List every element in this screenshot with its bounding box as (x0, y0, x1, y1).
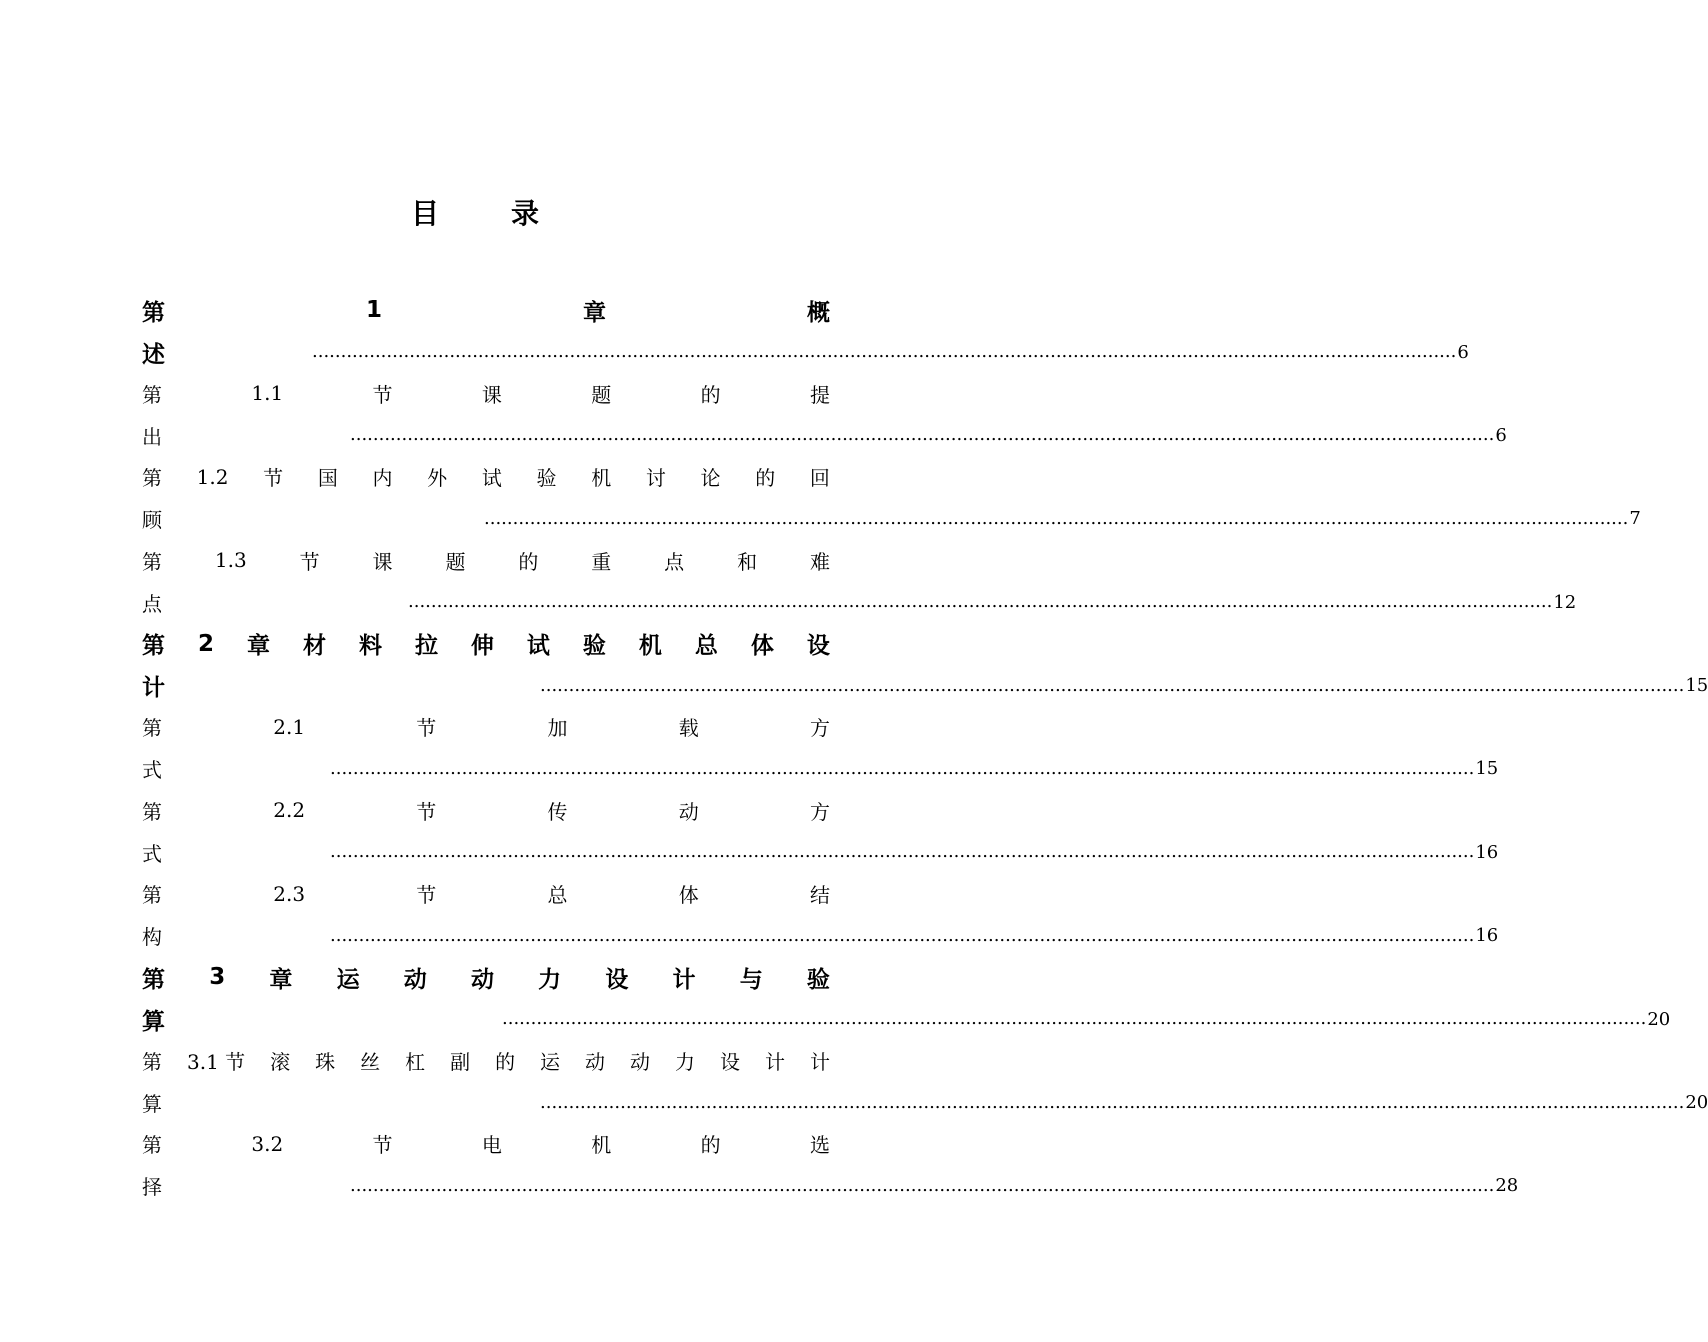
toc-heading-token: 课 (372, 549, 393, 574)
toc-heading-last-char: 顾 (142, 508, 162, 533)
toc-heading-token: 动 (678, 799, 699, 824)
toc-entry-leader-line (142, 916, 1499, 956)
toc-heading-token: 机 (638, 633, 662, 660)
toc-heading-token: 第 (142, 299, 165, 326)
toc-entry-heading-line (142, 457, 830, 497)
toc-heading-token: 动 (470, 966, 494, 993)
toc-heading-token: 国 (317, 466, 338, 491)
toc-page-number: 20 (1685, 1092, 1708, 1114)
toc-heading-token: 设 (719, 1050, 740, 1075)
toc-heading-token: 概 (806, 299, 830, 326)
toc-heading-token: 回 (809, 466, 830, 491)
toc-page-number: 6 (1457, 341, 1469, 363)
toc-heading-token: 副 (450, 1050, 471, 1075)
toc-heading-token: 外 (427, 466, 448, 491)
table-of-contents (142, 290, 1708, 1207)
toc-heading-token: 节 (416, 716, 437, 741)
toc-heading-token: 点 (664, 549, 685, 574)
toc-heading-token: 题 (445, 549, 466, 574)
toc-entry-leader-line (142, 832, 1499, 872)
toc-heading-token: 节 (416, 799, 437, 824)
toc-heading-token: 2.1 (273, 714, 306, 739)
toc-entry-section[interactable] (142, 874, 1499, 957)
toc-heading-token: 章 (582, 299, 606, 326)
toc-heading-token: 体 (750, 633, 774, 660)
leader-dots: ........................................................................................................................................................................................................ (330, 757, 1475, 779)
toc-heading-token: 电 (481, 1133, 502, 1158)
toc-page-number: 15 (1475, 758, 1499, 780)
toc-heading-token: 传 (547, 799, 568, 824)
toc-heading-token: 第 (142, 382, 162, 407)
toc-heading-token: 总 (547, 883, 568, 908)
toc-heading-token: 加 (547, 716, 568, 741)
leader-dots: ........................................................................................................................................................................................................ (540, 674, 1685, 696)
toc-page-number: 12 (1553, 591, 1577, 613)
toc-heading-token: 节 (416, 883, 437, 908)
toc-heading-token: 2.3 (273, 881, 306, 906)
toc-heading-token: 运 (540, 1050, 561, 1075)
toc-heading-token: 的 (495, 1050, 516, 1075)
toc-heading-token: 机 (591, 466, 612, 491)
toc-heading-last-char: 述 (142, 341, 165, 368)
toc-entry-leader-line (142, 1083, 1708, 1123)
toc-heading-token: 试 (481, 466, 502, 491)
toc-heading-token: 体 (678, 883, 699, 908)
toc-heading-token: 计 (672, 966, 696, 993)
toc-heading-last-char: 出 (142, 424, 162, 449)
toc-heading-token: 方 (809, 799, 830, 824)
toc-dot-leader (540, 666, 1708, 706)
toc-dot-leader (540, 1083, 1708, 1123)
toc-heading-last-char: 构 (142, 925, 162, 950)
toc-heading-token: 运 (336, 966, 360, 993)
toc-heading-token: 选 (809, 1133, 830, 1158)
toc-entry-heading-line (142, 874, 830, 914)
toc-heading-token: 力 (538, 966, 562, 993)
toc-entry-chapter[interactable] (142, 957, 1671, 1040)
toc-dot-leader (330, 749, 1499, 789)
toc-heading-token: 计 (764, 1050, 785, 1075)
toc-heading-token: 动 (403, 966, 427, 993)
toc-heading-token: 课 (481, 382, 502, 407)
toc-heading-token: 结 (809, 883, 830, 908)
toc-heading-token: 论 (700, 466, 721, 491)
toc-heading-token: 设 (806, 633, 830, 660)
toc-heading-last-char: 算 (142, 1008, 165, 1035)
toc-heading-token: 的 (700, 382, 721, 407)
leader-dots: ........................................................................................................................................................................................................ (350, 424, 1495, 446)
toc-heading-token: 动 (630, 1050, 651, 1075)
toc-heading-token: 第 (142, 966, 165, 993)
toc-heading-token: 1.3 (214, 548, 247, 573)
toc-heading-token: 内 (372, 466, 393, 491)
toc-entry-leader-line (142, 415, 1507, 455)
toc-entry-leader-line (142, 666, 1708, 706)
toc-heading-token: 1.1 (251, 381, 284, 406)
toc-entry-leader-line (142, 1166, 1519, 1206)
toc-heading-token: 试 (526, 633, 550, 660)
toc-page-number: 16 (1475, 841, 1499, 863)
toc-heading-token: 验 (536, 466, 557, 491)
toc-dot-leader (312, 332, 1469, 372)
toc-entry-section[interactable] (142, 540, 1577, 623)
toc-heading-token: 第 (142, 633, 165, 660)
toc-entry-heading-line (142, 290, 830, 330)
toc-heading-token: 验 (806, 966, 830, 993)
toc-entry-leader-line (142, 332, 1469, 372)
toc-heading-token: 章 (269, 966, 293, 993)
toc-heading-token: 计 (809, 1050, 830, 1075)
toc-dot-leader (350, 1166, 1519, 1206)
toc-page-number: 7 (1629, 508, 1641, 530)
toc-heading-token: 料 (358, 633, 382, 660)
toc-entry-heading-line (142, 624, 830, 664)
toc-heading-token: 1.2 (196, 464, 229, 489)
toc-heading-token: 难 (809, 549, 830, 574)
leader-dots: ........................................................................................................................................................................................................ (502, 1008, 1647, 1030)
toc-title (0, 192, 950, 232)
toc-entry-section[interactable] (142, 373, 1507, 456)
toc-heading-token: 的 (518, 549, 539, 574)
toc-dot-leader (330, 832, 1499, 872)
toc-entry-heading-line (142, 1041, 830, 1081)
toc-heading-token: 节 (299, 549, 320, 574)
toc-dot-leader (350, 415, 1507, 455)
toc-page-number: 28 (1495, 1175, 1519, 1197)
toc-heading-token: 验 (582, 633, 606, 660)
toc-heading-token: 载 (678, 716, 699, 741)
toc-entry-heading-line (142, 540, 830, 580)
toc-heading-token: 材 (302, 633, 326, 660)
toc-title-char-2: 录 (511, 197, 540, 230)
toc-heading-token: 和 (737, 549, 758, 574)
toc-entry-section[interactable] (142, 790, 1499, 873)
toc-heading-token: 2.2 (273, 798, 306, 823)
toc-entry-heading-line (142, 1124, 830, 1164)
toc-heading-token: 3.2 (251, 1131, 284, 1156)
toc-heading-last-char: 算 (142, 1092, 162, 1117)
toc-page-number: 6 (1495, 424, 1507, 446)
toc-heading-token: 第 (142, 799, 162, 824)
leader-dots: ........................................................................................................................................................................................................ (330, 841, 1475, 863)
toc-entry-leader-line (142, 499, 1641, 539)
toc-heading-token: 第 (142, 1133, 162, 1158)
toc-title-char-1: 目 (410, 197, 439, 230)
toc-heading-token: 滚 (270, 1050, 291, 1075)
toc-heading-token: 力 (675, 1050, 695, 1075)
toc-heading-last-char: 择 (142, 1175, 162, 1200)
toc-entry-leader-line (142, 582, 1577, 622)
toc-heading-token: 第 (142, 716, 162, 741)
toc-heading-token: 方 (809, 716, 830, 741)
toc-entry-heading-line (142, 373, 830, 413)
toc-entry-section[interactable] (142, 707, 1499, 790)
toc-page-number: 20 (1647, 1008, 1671, 1030)
leader-dots: ........................................................................................................................................................................................................ (540, 1091, 1685, 1113)
toc-heading-token: 第 (142, 466, 162, 491)
toc-entry-leader-line (142, 749, 1499, 789)
toc-dot-leader (502, 999, 1671, 1039)
toc-entry-chapter[interactable] (142, 624, 1708, 707)
leader-dots: ........................................................................................................................................................................................................ (312, 341, 1457, 362)
leader-dots: ........................................................................................................................................................................................................ (330, 924, 1475, 946)
toc-heading-last-char: 式 (142, 758, 162, 783)
toc-dot-leader (408, 582, 1577, 622)
toc-entry-section[interactable] (142, 1041, 1708, 1124)
toc-heading-token: 节 (263, 466, 284, 491)
toc-heading-token: 2 (197, 630, 214, 657)
toc-entry-heading-line (142, 957, 830, 997)
toc-heading-token: 机 (591, 1133, 612, 1158)
toc-heading-token: 第 (142, 549, 162, 574)
toc-heading-token: 杠 (405, 1050, 426, 1075)
toc-heading-token: 提 (809, 382, 830, 407)
toc-page-number: 15 (1685, 675, 1708, 697)
toc-heading-token: 的 (700, 1133, 721, 1158)
toc-entry-section[interactable] (142, 1124, 1519, 1207)
toc-heading-token: 总 (694, 633, 718, 660)
toc-dot-leader (330, 916, 1499, 956)
toc-heading-token: 伸 (470, 633, 494, 660)
leader-dots: ........................................................................................................................................................................................................ (484, 507, 1629, 529)
toc-entry-heading-line (142, 707, 830, 747)
toc-dot-leader (484, 499, 1641, 539)
toc-heading-token: 第 (142, 883, 162, 908)
toc-heading-token: 1 (365, 297, 382, 323)
toc-heading-token: 节 (372, 1133, 393, 1158)
toc-heading-last-char: 计 (142, 675, 165, 702)
toc-entry-chapter[interactable] (142, 290, 1469, 373)
toc-heading-token: 题 (591, 382, 612, 407)
toc-heading-token: 节 (372, 382, 393, 407)
toc-entry-section[interactable] (142, 457, 1641, 540)
toc-heading-token: 拉 (414, 633, 438, 660)
toc-page-number: 16 (1475, 925, 1499, 947)
toc-heading-token: 珠 (315, 1050, 336, 1075)
toc-heading-last-char: 点 (142, 591, 162, 616)
toc-entry-heading-line (142, 790, 830, 830)
toc-heading-token: 3.1 节 (186, 1050, 246, 1075)
toc-heading-token: 设 (605, 966, 629, 993)
toc-heading-token: 第 (142, 1050, 162, 1075)
toc-entry-leader-line (142, 999, 1671, 1039)
leader-dots: ........................................................................................................................................................................................................ (408, 591, 1553, 613)
leader-dots: ........................................................................................................................................................................................................ (350, 1174, 1495, 1196)
toc-heading-token: 重 (591, 549, 612, 574)
toc-heading-token: 的 (755, 466, 776, 491)
toc-heading-token: 与 (739, 966, 763, 993)
toc-heading-token: 章 (246, 633, 270, 660)
toc-heading-last-char: 式 (142, 841, 162, 866)
toc-heading-token: 3 (209, 964, 226, 991)
toc-heading-token: 讨 (645, 466, 666, 491)
toc-heading-token: 动 (585, 1050, 606, 1075)
toc-heading-token: 丝 (360, 1050, 381, 1075)
